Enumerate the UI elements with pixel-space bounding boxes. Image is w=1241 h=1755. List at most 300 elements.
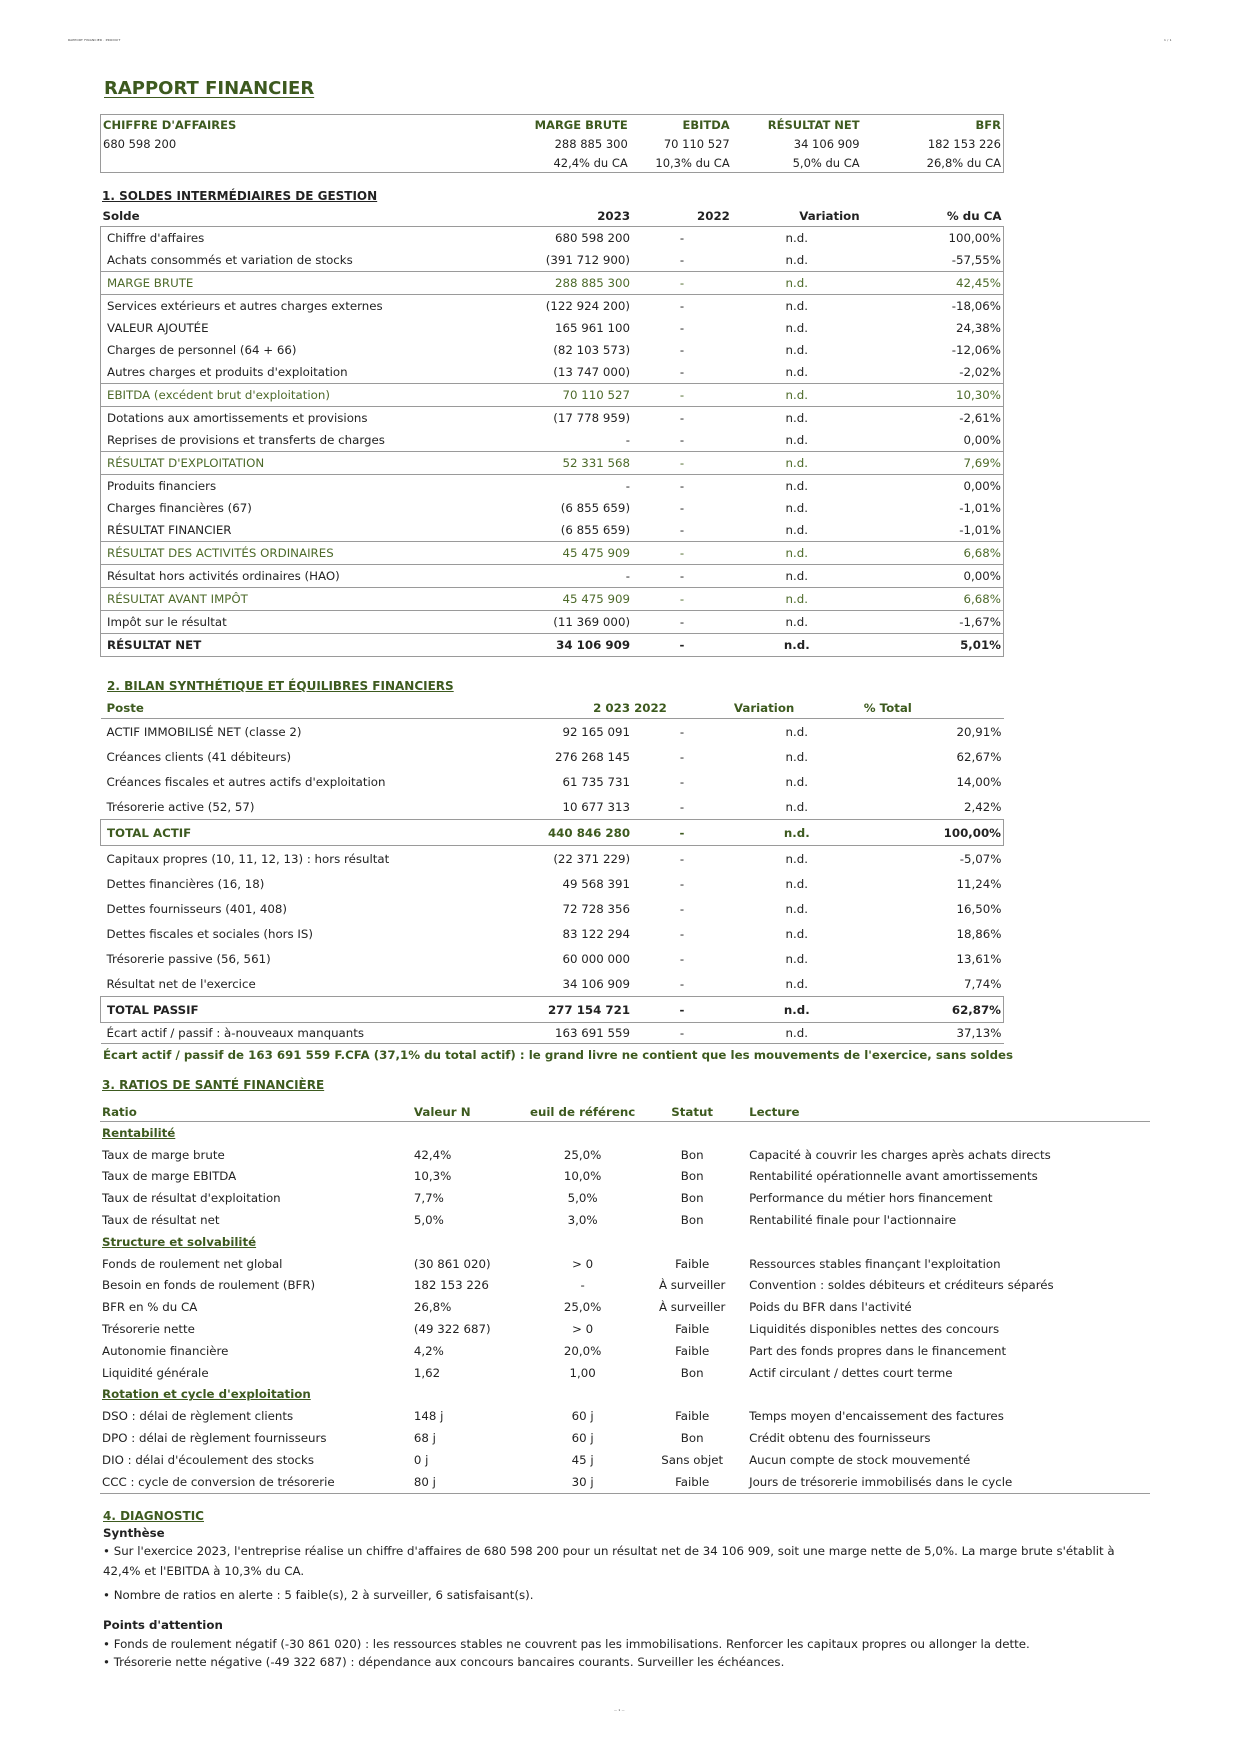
sig-cell-pct: 0,00% [862,565,1004,588]
ratios-header-row [100,1103,1150,1122]
ratios-header: Valeur N [412,1103,528,1122]
bilan-cell-y2023: 163 691 559 [416,1023,632,1044]
ratio-reading: Liquidités disponibles nettes des concours [749,1322,1000,1337]
kpi-ratio: 26,8% du CA [926,155,1001,170]
ratio-threshold: > 0 [572,1256,594,1271]
bilan-cell-y2022: - [632,997,732,1023]
sig-cell-y2022: - [679,615,685,629]
bilan-cell-var: n.d. [732,1023,862,1044]
bilan-cell-label: Trésorerie passive (56, 561) [106,951,271,966]
sig-cell-label: Achats consommés et variation de stocks [101,249,417,272]
kpi-ratio: 10,3% du CA [655,155,730,170]
ratio-status: Bon [680,1169,704,1184]
sig-cell-label: Chiffre d'affaires [101,227,417,250]
sig-section-title: 1. SOLDES INTERMÉDIAIRES DE GESTION [102,189,378,203]
sig-cell-label: EBITDA (excédent brut d'exploitation) [101,384,417,407]
sig-cell-pct: -1,01% [862,519,1004,542]
ratio-threshold: 5,0% [567,1191,598,1206]
ratio-threshold: 60 j [571,1409,594,1424]
sig-cell-label: RÉSULTAT DES ACTIVITÉS ORDINAIRES [101,542,417,565]
ratio-category-row [100,1384,1150,1406]
sig-row [101,249,1004,272]
sig-cell-y2023: (122 924 200) [545,299,631,313]
bilan-section-title: 2. BILAN SYNTHÉTIQUE ET ÉQUILIBRES FINANCIERS [107,679,454,693]
kpi-header: EBITDA [682,117,730,132]
ratio-threshold: 25,0% [563,1147,602,1162]
ratio-value: 68 j [413,1431,436,1446]
ratio-value: 7,7% [413,1191,444,1206]
running-header-right: 1 / 1 [1164,38,1172,42]
ratios-section-title: 3. RATIOS DE SANTÉ FINANCIÈRE [102,1078,325,1092]
bilan-cell-var: n.d. [785,901,809,916]
kpi-value: 70 110 527 [663,136,730,151]
kpi-value: 34 106 909 [793,136,860,151]
sig-cell-pct: -2,61% [862,407,1004,430]
ratio-value: (49 322 687) [413,1322,491,1337]
ratio-reading: Rentabilité finale pour l'actionnaire [749,1213,957,1228]
bilan-cell-var: n.d. [785,774,809,789]
bilan-cell-var: n.d. [785,749,809,764]
kpi-ratios-row [101,153,1004,173]
ratio-name: Taux de marge EBITDA [102,1169,237,1184]
bilan-row [101,921,1004,946]
ratio-threshold: 3,0% [567,1213,598,1228]
ratio-row [100,1427,1150,1449]
bilan-cell-pct: 2,42% [964,799,1002,814]
bilan-row [101,1023,1004,1044]
ratio-threshold: 1,00 [569,1365,596,1380]
ratio-category-row [100,1231,1150,1253]
ratio-category-label: Rentabilité [102,1125,176,1140]
attention-item: • Trésorerie nette négative (-49 322 687) : dépendance aux concours bancaires courants. Surveiller les échéances. [103,1655,785,1669]
sig-cell-y2022: - [632,384,732,407]
sig-cell-label: Services extérieurs et autres charges externes [101,295,417,318]
sig-cell-y2022: - [679,569,685,583]
kpi-header-row [101,115,1004,135]
sig-cell-label: VALEUR AJOUTÉE [101,317,417,339]
ratio-name: Taux de marge brute [102,1147,225,1162]
ratio-row [100,1318,1150,1340]
sig-cell-pct: 0,00% [862,475,1004,498]
sig-cell-y2022: - [679,433,685,447]
sig-cell-label: RÉSULTAT NET [101,634,417,657]
ratio-status: Sans objet [661,1452,724,1467]
sig-cell-y2023: - [625,479,631,493]
bilan-row [101,846,1004,872]
bilan-row [101,719,1004,745]
sig-row [101,317,1004,339]
bilan-cell-y2023: 276 268 145 [555,749,631,764]
ratio-status: Faible [675,1409,710,1424]
ratio-row [100,1405,1150,1427]
sig-cell-label: Produits financiers [101,475,417,498]
bilan-cell-y2022: - [679,876,685,891]
ratio-name: Fonds de roulement net global [102,1256,283,1271]
sig-header: % du CA [862,206,1004,227]
ratio-value: 4,2% [413,1343,444,1358]
sig-cell-pct: -18,06% [862,295,1004,318]
ratio-status: Bon [680,1365,704,1380]
bilan-cell-var: n.d. [785,851,809,866]
sig-cell-y2023: (17 778 959) [553,411,631,425]
bilan-cell-y2022: - [679,901,685,916]
bilan-cell-y2023: 34 106 909 [562,976,631,991]
bilan-cell-y2023: 277 154 721 [416,997,632,1023]
ratios-header: Statut [637,1103,747,1122]
bilan-cell-label: Dettes fiscales et sociales (hors IS) [106,926,314,941]
bilan-cell-label: ACTIF IMMOBILISÉ NET (classe 2) [106,724,302,739]
bilan-cell-pct: 16,50% [956,901,1002,916]
sig-cell-y2022: - [679,253,685,267]
sig-cell-var: n.d. [785,501,809,515]
sig-cell-var: n.d. [785,479,809,493]
sig-cell-label: RÉSULTAT AVANT IMPÔT [101,588,417,611]
bilan-cell-y2022: - [679,799,685,814]
bilan-table [100,698,1004,1044]
sig-header: 2023 [416,206,632,227]
ratio-status: Faible [637,1471,747,1493]
ratio-value: 182 153 226 [413,1278,489,1293]
bilan-cell-pct: 7,74% [964,976,1002,991]
sig-cell-pct: 24,38% [862,317,1004,339]
bilan-cell-var: n.d. [785,926,809,941]
sig-cell-label: RÉSULTAT D'EXPLOITATION [101,452,417,475]
bilan-cell-y2023: 49 568 391 [562,876,631,891]
bilan-cell-var: n.d. [785,876,809,891]
kpi-summary-table [100,114,1004,173]
bilan-cell-y2022: - [679,774,685,789]
bilan-cell-y2023: 61 735 731 [562,774,631,789]
ratio-status: Bon [680,1191,704,1206]
sig-cell-y2022: - [679,365,685,379]
sig-row [101,272,1004,295]
sig-cell-pct: 5,01% [862,634,1004,657]
sig-cell-var: n.d. [785,433,809,447]
sig-row [101,519,1004,542]
sig-cell-var: n.d. [732,588,862,611]
bilan-cell-pct: 14,00% [956,774,1002,789]
ratio-threshold: 25,0% [563,1300,602,1315]
bilan-cell-y2023: 92 165 091 [562,724,631,739]
diagnostic-title: 4. DIAGNOSTIC [103,1509,204,1523]
ratio-row [100,1362,1150,1384]
ratio-reading: Convention : soldes débiteurs et créditeurs séparés [749,1278,1054,1293]
sig-cell-y2022: - [632,634,732,657]
ratio-row [100,1166,1150,1188]
sig-header: 2022 [632,206,732,227]
sig-row [101,611,1004,634]
kpi-header: RÉSULTAT NET [767,117,860,132]
ratio-name: Autonomie financière [102,1343,229,1358]
bilan-header: 2 023 [416,698,632,719]
ratio-threshold: 45 j [571,1452,594,1467]
bilan-row [101,946,1004,971]
running-header-left: RAPPORT FINANCIER · PRODUIT [68,38,121,42]
synthese-label: Synthèse [103,1526,165,1540]
ratio-reading: Crédit obtenu des fournisseurs [749,1431,931,1446]
bilan-header-row [101,698,1004,719]
bilan-cell-pct: -5,07% [959,851,1002,866]
sig-cell-y2022: - [679,343,685,357]
sig-row [101,542,1004,565]
ratio-category-label: Rotation et cycle d'exploitation [102,1387,311,1402]
sig-cell-var: n.d. [732,384,862,407]
ratios-header: Lecture [747,1103,1150,1122]
ratio-value: 1,62 [413,1365,441,1380]
sig-cell-y2022: - [679,321,685,335]
ratio-reading: Aucun compte de stock mouvementé [749,1452,971,1467]
sig-cell-var: n.d. [732,452,862,475]
sig-cell-pct: -12,06% [862,339,1004,361]
sig-cell-pct: 7,69% [862,452,1004,475]
sig-row [101,634,1004,657]
bilan-cell-y2022: - [632,1023,732,1044]
ratio-reading: Rentabilité opérationnelle avant amortissements [749,1169,1038,1184]
sig-cell-y2022: - [632,588,732,611]
sig-cell-label: Reprises de provisions et transferts de charges [101,429,417,452]
sig-cell-var: n.d. [785,321,809,335]
bilan-cell-label: Résultat net de l'exercice [106,976,256,991]
ratio-row [100,1144,1150,1166]
attention-label: Points d'attention [103,1618,223,1632]
sig-cell-var: n.d. [732,272,862,295]
kpi-values-row [101,134,1004,153]
ratio-row [100,1449,1150,1471]
bilan-cell-y2022: - [679,926,685,941]
sig-cell-y2023: 70 110 527 [416,384,632,407]
ratio-reading: Performance du métier hors financement [749,1191,993,1206]
ratio-value: 26,8% [413,1300,452,1315]
sig-cell-label: Impôt sur le résultat [101,611,417,634]
kpi-header: MARGE BRUTE [534,117,628,132]
sig-row [101,295,1004,318]
ratio-name: Liquidité générale [102,1365,209,1380]
sig-cell-var: n.d. [785,299,809,313]
bilan-row [101,769,1004,794]
ratio-name: Trésorerie nette [102,1322,195,1337]
sig-cell-y2022: - [679,231,685,245]
sig-cell-pct: 42,45% [862,272,1004,295]
sig-cell-pct: -57,55% [862,249,1004,272]
sig-cell-y2023: - [625,433,631,447]
bilan-cell-pct: 18,86% [956,926,1002,941]
sig-cell-var: n.d. [785,343,809,357]
ratio-category-row [100,1122,1150,1144]
sig-cell-y2023: 288 885 300 [416,272,632,295]
sig-header: Solde [101,206,417,227]
sig-cell-pct: -1,01% [862,497,1004,519]
sig-cell-y2023: (6 855 659) [560,523,631,537]
ecart-note: Écart actif / passif de 163 691 559 F.CFA (37,1% du total actif) : le grand livre ne contient que les mouvements de l'exercice, sans soldes [103,1048,1014,1062]
sig-cell-label: Dotations aux amortissements et provisions [101,407,417,430]
bilan-cell-pct: 13,61% [956,951,1002,966]
sig-cell-var: n.d. [732,634,862,657]
kpi-ratio: 5,0% du CA [792,155,860,170]
sig-cell-var: n.d. [785,523,809,537]
sig-row [101,361,1004,384]
ratio-value: 0 j [413,1452,429,1467]
ratio-threshold: 10,0% [563,1169,602,1184]
sig-table [100,206,1004,657]
sig-cell-var: n.d. [785,615,809,629]
sig-cell-y2023: 45 475 909 [416,542,632,565]
bilan-cell-var: n.d. [785,799,809,814]
bilan-cell-label: Dettes fournisseurs (401, 408) [106,901,288,916]
ratio-reading: Ressources stables finançant l'exploitation [749,1256,1001,1271]
sig-row [101,588,1004,611]
ratio-name: Taux de résultat net [102,1213,220,1228]
ratio-threshold: 20,0% [563,1343,602,1358]
kpi-header: CHIFFRE D'AFFAIRES [103,117,237,132]
sig-cell-pct: 100,00% [862,227,1004,250]
sig-cell-var: n.d. [785,569,809,583]
sig-cell-pct: 6,68% [862,588,1004,611]
sig-cell-y2023: 165 961 100 [554,321,631,335]
ratio-value: (30 861 020) [413,1256,491,1271]
sig-cell-y2023: 52 331 568 [416,452,632,475]
sig-cell-y2022: - [632,272,732,295]
ratio-value: 42,4% [413,1147,452,1162]
sig-cell-y2023: (6 855 659) [560,501,631,515]
sig-row [101,429,1004,452]
ratio-status: Bon [680,1213,704,1228]
bilan-cell-pct: 62,67% [956,749,1002,764]
ratio-row [100,1253,1150,1275]
ratio-row [100,1471,1150,1493]
ratio-reading: Part des fonds propres dans le financement [749,1343,1007,1358]
sig-cell-pct: 0,00% [862,429,1004,452]
bilan-cell-y2022: - [679,749,685,764]
kpi-ratio [101,153,431,173]
sig-row [101,475,1004,498]
sig-header-row [101,206,1004,227]
sig-cell-y2023: - [625,569,631,583]
ratio-reading: Actif circulant / dettes court terme [749,1365,953,1380]
ratio-status: À surveiller [658,1300,726,1315]
bilan-row [101,744,1004,769]
bilan-cell-pct: 62,87% [862,997,1004,1023]
sig-row [101,565,1004,588]
sig-row [101,497,1004,519]
bilan-cell-label: Capitaux propres (10, 11, 12, 13) : hors résultat [106,851,390,866]
ratio-row [100,1187,1150,1209]
ratio-threshold: 60 j [571,1431,594,1446]
ratio-status: Bon [680,1431,704,1446]
sig-cell-var: n.d. [785,253,809,267]
diagnostic-section [103,1506,1143,1671]
ratio-status: Bon [680,1147,704,1162]
bilan-cell-var: n.d. [732,997,862,1023]
ratio-name: DSO : délai de règlement clients [102,1409,294,1424]
ratio-row [100,1340,1150,1362]
bilan-cell-pct: 37,13% [862,1023,1004,1044]
sig-cell-pct: -2,02% [862,361,1004,384]
ratio-row [100,1209,1150,1231]
bilan-cell-var: n.d. [732,820,862,846]
ratio-status: À surveiller [658,1278,726,1293]
bilan-header: 2022 [632,698,732,719]
bilan-header: % Total [862,698,1004,719]
bilan-cell-pct: 20,91% [956,724,1002,739]
bilan-cell-label: Dettes financières (16, 18) [106,876,265,891]
ratio-name: DIO : délai d'écoulement des stocks [102,1452,315,1467]
bilan-cell-y2023: 10 677 313 [562,799,631,814]
sig-cell-y2023: 45 475 909 [416,588,632,611]
sig-header: Variation [732,206,862,227]
bilan-cell-label: Trésorerie active (52, 57) [106,799,255,814]
sig-row [101,227,1004,250]
sig-cell-var: n.d. [785,365,809,379]
ratio-status: Faible [675,1256,710,1271]
sig-cell-var: n.d. [785,231,809,245]
sig-cell-y2023: 680 598 200 [554,231,631,245]
attention-item: • Fonds de roulement négatif (-30 861 020) : les ressources stables ne couvrent pas les immobilisations. Renforcer les capitaux propres ou allonger la dette. [103,1637,1030,1651]
bilan-row [101,794,1004,820]
ratio-name: BFR en % du CA [102,1300,198,1315]
bilan-cell-label: Écart actif / passif : à-nouveaux manquants [101,1023,417,1044]
sig-cell-y2022: - [679,411,685,425]
bilan-cell-var: n.d. [785,976,809,991]
sig-cell-var: n.d. [732,542,862,565]
synthese-item: • Nombre de ratios en alerte : 5 faible(s), 2 à surveiller, 6 satisfaisant(s). [103,1588,534,1602]
ratio-name: DPO : délai de règlement fournisseurs [102,1431,327,1446]
ratio-row [100,1296,1150,1318]
ratio-value: 10,3% [413,1169,452,1184]
bilan-header: Poste [101,698,417,719]
ratio-value: 148 j [413,1409,444,1424]
ratio-status: Faible [675,1343,710,1358]
ratio-category-label: Structure et solvabilité [102,1234,257,1249]
bilan-cell-y2023: 440 846 280 [416,820,632,846]
ratios-table [100,1103,1150,1494]
sig-cell-label: Charges financières (67) [101,497,417,519]
ratio-threshold: - [580,1278,585,1293]
bilan-cell-var: n.d. [785,951,809,966]
bilan-header: Variation [732,698,862,719]
ratios-header: Ratio [100,1103,412,1122]
bilan-cell-y2022: - [679,851,685,866]
ratio-value: 5,0% [413,1213,444,1228]
sig-cell-var: n.d. [785,411,809,425]
page-footer: — 1 — [614,1708,625,1712]
sig-row [101,339,1004,361]
ratio-row [100,1275,1150,1297]
bilan-cell-label: TOTAL PASSIF [101,997,417,1023]
sig-cell-y2022: - [679,523,685,537]
bilan-row [101,997,1004,1023]
ratio-value: 80 j [412,1471,528,1493]
sig-cell-pct: 6,68% [862,542,1004,565]
sig-cell-y2023: 34 106 909 [416,634,632,657]
sig-cell-y2022: - [632,542,732,565]
kpi-ratio: 42,4% du CA [553,155,628,170]
ratio-name: Taux de résultat d'exploitation [102,1191,281,1206]
sig-cell-y2023: (391 712 900) [545,253,631,267]
bilan-row [101,971,1004,997]
ratio-name: Besoin en fonds de roulement (BFR) [102,1278,316,1293]
bilan-cell-pct: 11,24% [956,876,1002,891]
bilan-cell-var: n.d. [785,724,809,739]
sig-cell-label: Charges de personnel (64 + 66) [101,339,417,361]
sig-cell-y2022: - [679,299,685,313]
bilan-cell-pct: 100,00% [862,820,1004,846]
ratio-reading: Temps moyen d'encaissement des factures [749,1409,1004,1424]
kpi-value: 680 598 200 [103,136,177,151]
bilan-row [101,871,1004,896]
sig-cell-label: RÉSULTAT FINANCIER [101,519,417,542]
sig-cell-label: MARGE BRUTE [101,272,417,295]
sig-cell-y2022: - [679,501,685,515]
